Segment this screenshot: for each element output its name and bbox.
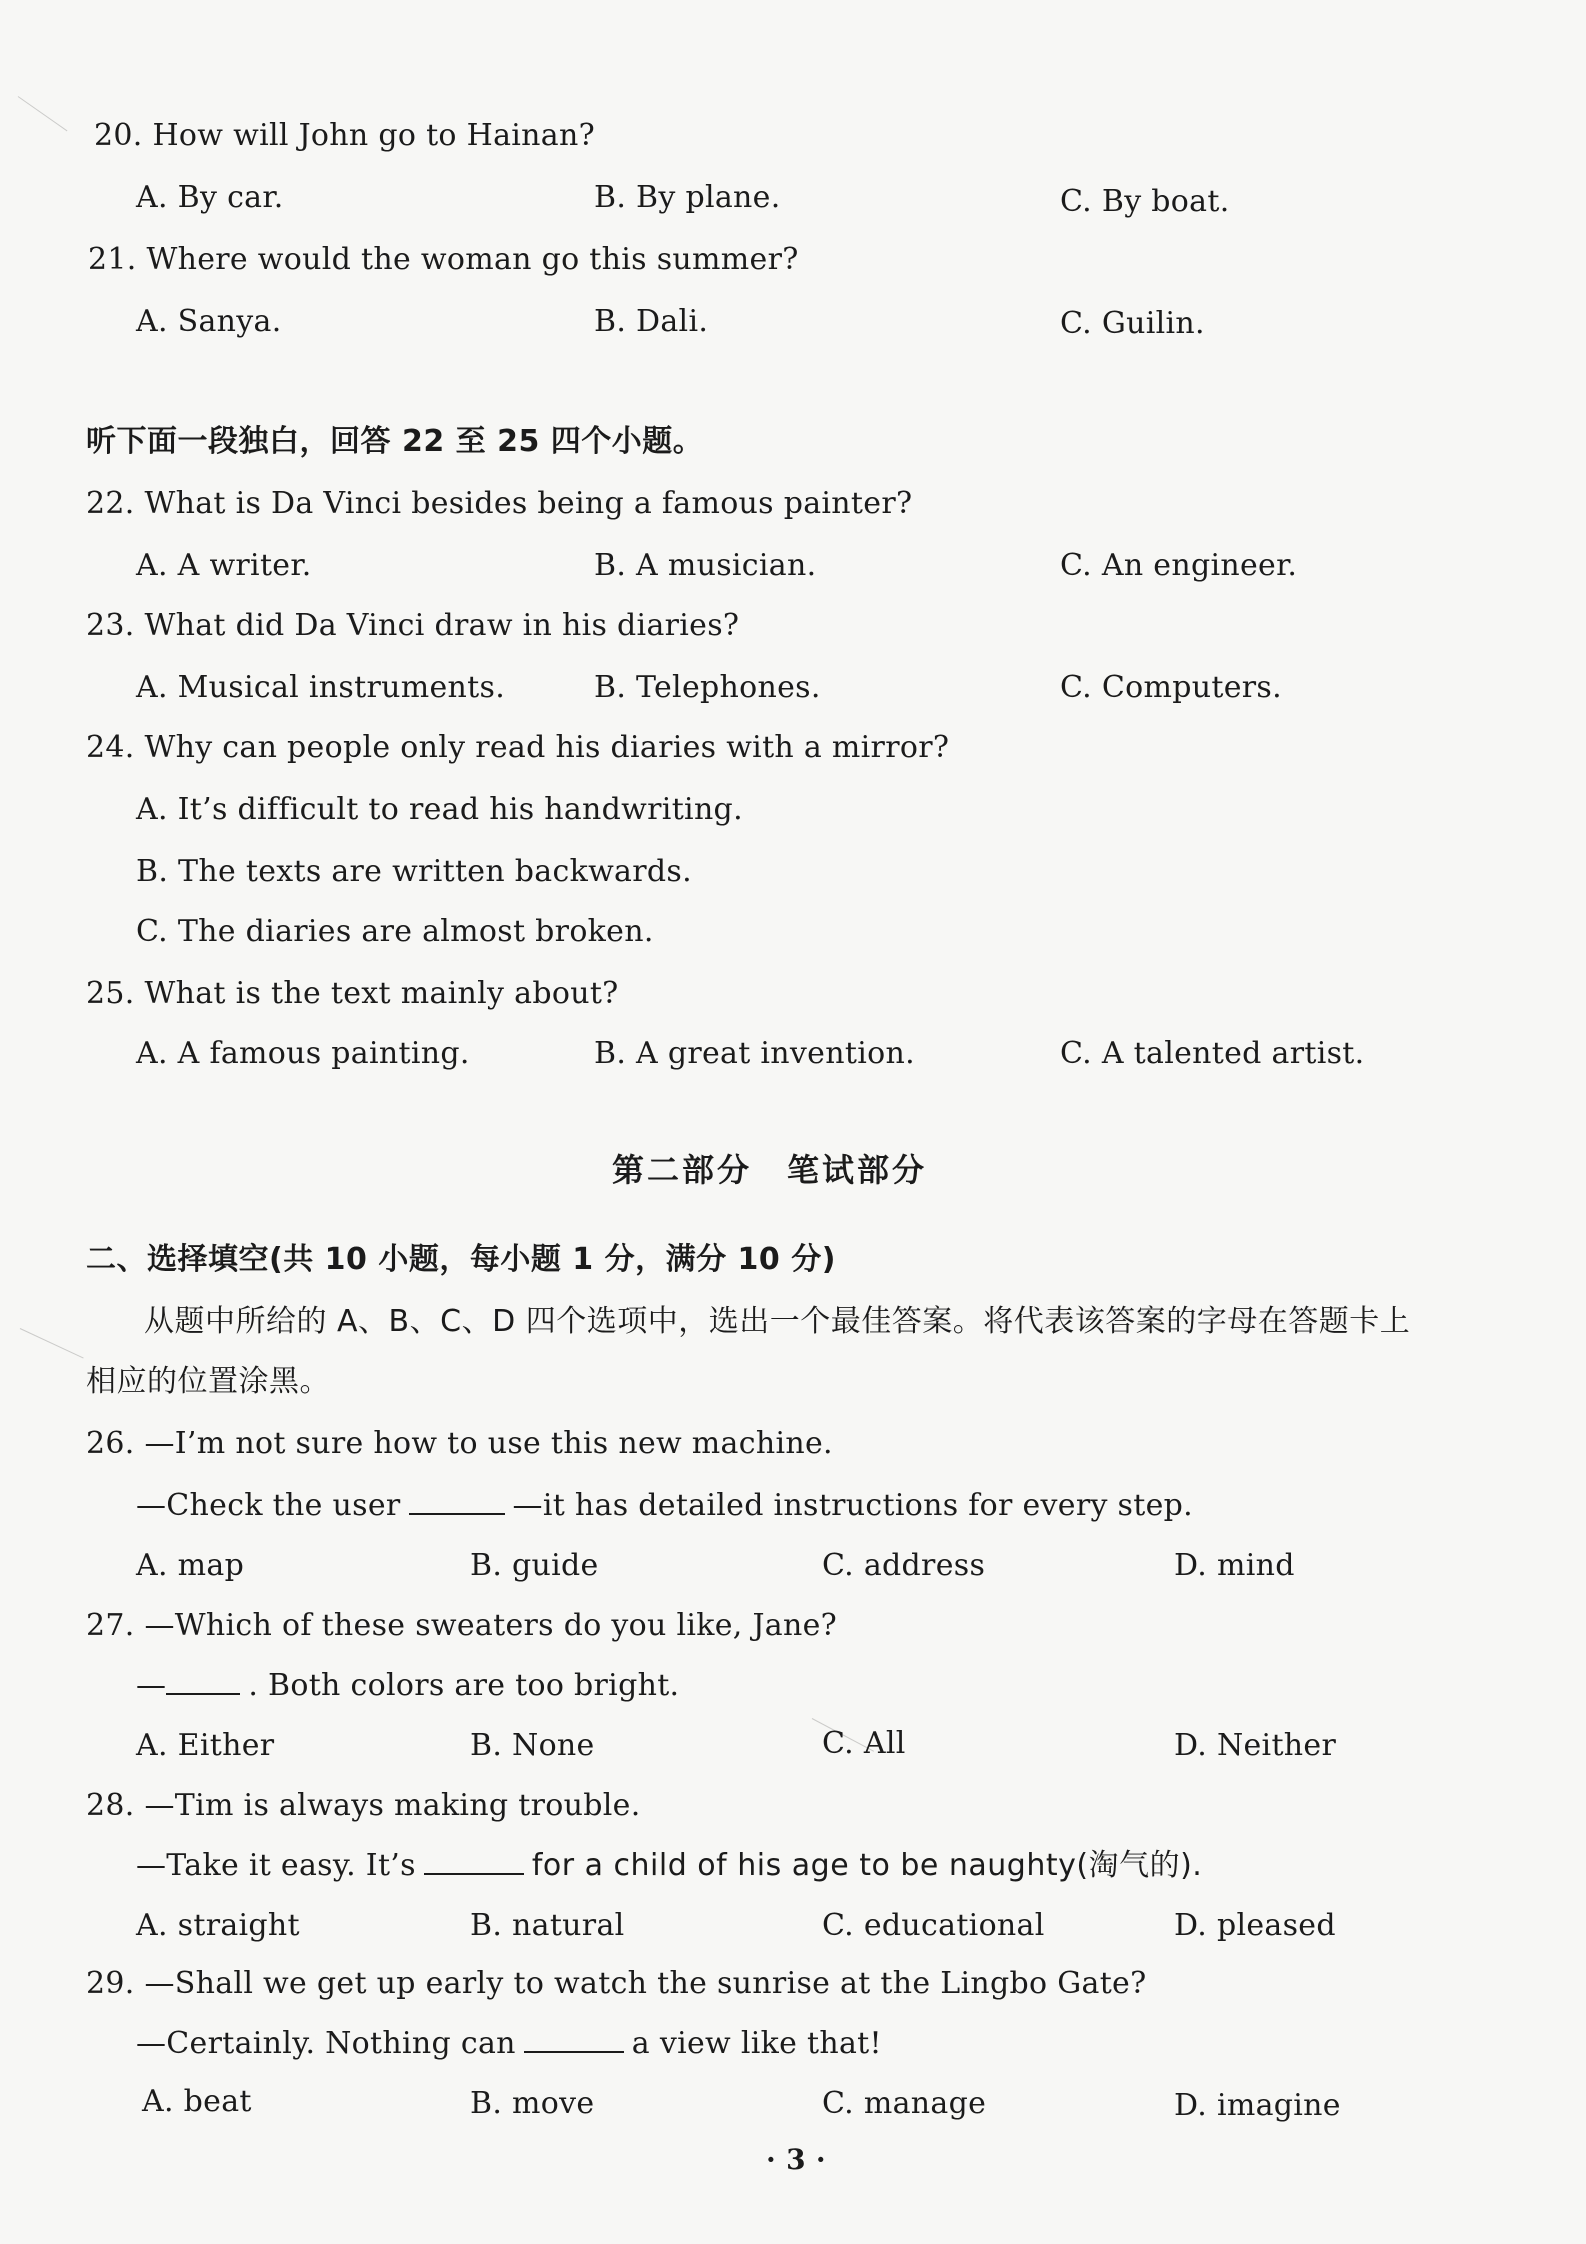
option-d: D. imagine <box>1174 2088 1341 2123</box>
response-text: —Certainly. Nothing can <box>136 2026 516 2061</box>
option-d: D. mind <box>1174 1548 1295 1583</box>
section-instruction-continued: 相应的位置涂黑。 <box>86 1364 330 1399</box>
option-a: A. Either <box>136 1728 275 1763</box>
question-20 <box>94 116 595 156</box>
question-text: —Which of these sweaters do you like, Jane? <box>144 1608 838 1643</box>
question-number: 22. <box>86 486 135 521</box>
answer-blank <box>424 1847 524 1875</box>
question-text: Where would the woman go this summer? <box>146 242 799 277</box>
option-c: C. educational <box>822 1908 1045 1943</box>
question-number: 26. <box>86 1426 135 1461</box>
response-text: a view like that! <box>631 2026 882 2061</box>
answer-blank <box>409 1487 505 1515</box>
part-two-title: 第二部分 笔试部分 <box>612 1151 928 1189</box>
question-23 <box>86 606 739 646</box>
question-number: 29. <box>86 1966 135 2001</box>
option-c: C. Computers. <box>1060 670 1282 705</box>
question-text: —Shall we get up early to watch the sunrise at the Lingbo Gate? <box>144 1966 1147 2001</box>
response-text: —it has detailed instructions for every step. <box>512 1488 1194 1523</box>
question-27-response <box>136 1666 679 1706</box>
option-c: C. Guilin. <box>1060 306 1205 341</box>
option-b: B. Telephones. <box>594 670 821 705</box>
question-number: 27. <box>86 1608 135 1643</box>
option-a: A. map <box>136 1548 245 1583</box>
option-a: A. A writer. <box>136 548 312 583</box>
response-text: —Take it easy. It’s <box>136 1848 416 1883</box>
question-21 <box>88 240 799 280</box>
response-text: . Both colors are too bright. <box>248 1668 680 1703</box>
page-number: · 3 · <box>766 2143 826 2176</box>
option-d: D. pleased <box>1174 1908 1336 1943</box>
option-a: A. straight <box>136 1908 300 1943</box>
question-text: What did Da Vinci draw in his diaries? <box>144 608 740 643</box>
option-b: B. natural <box>470 1908 625 1943</box>
response-text: —Check the user <box>136 1488 401 1523</box>
question-number: 21. <box>88 242 137 277</box>
option-c: C. A talented artist. <box>1060 1036 1365 1071</box>
option-c: C. All <box>822 1726 906 1761</box>
question-25 <box>86 974 619 1014</box>
question-28 <box>86 1786 641 1826</box>
option-b: B. By plane. <box>594 180 781 215</box>
question-27 <box>86 1606 837 1646</box>
monologue-instruction: 听下面一段独白，回答 22 至 25 四个小题。 <box>86 424 704 459</box>
response-text: — <box>136 1668 167 1703</box>
question-29 <box>86 1964 1146 2004</box>
answer-blank <box>166 1667 240 1695</box>
option-c: C. manage <box>822 2086 987 2121</box>
question-number: 28. <box>86 1788 135 1823</box>
option-a: A. Sanya. <box>136 304 282 339</box>
question-24 <box>86 728 949 768</box>
option-a: A. Musical instruments. <box>136 670 506 705</box>
question-number: 25. <box>86 976 135 1011</box>
answer-blank <box>524 2025 624 2053</box>
option-b: B. guide <box>470 1548 599 1583</box>
question-text: Why can people only read his diaries with a mirror? <box>144 730 950 765</box>
option-a: A. It’s difficult to read his handwriting. <box>136 792 743 827</box>
question-text: How will John go to Hainan? <box>152 118 595 153</box>
option-a: A. beat <box>142 2084 252 2119</box>
question-number: 23. <box>86 608 135 643</box>
option-b: B. move <box>470 2086 595 2121</box>
option-b: B. None <box>470 1728 595 1763</box>
section-heading: 二、选择填空(共 10 小题，每小题 1 分，满分 10 分) <box>86 1242 836 1277</box>
question-28-response <box>136 1846 1202 1886</box>
option-c: C. address <box>822 1548 986 1583</box>
option-b: B. The texts are written backwards. <box>136 854 692 889</box>
question-26-response <box>136 1486 1193 1526</box>
scan-mark <box>18 96 68 131</box>
option-c: C. By boat. <box>1060 184 1230 219</box>
option-c: C. An engineer. <box>1060 548 1298 583</box>
question-text: —I’m not sure how to use this new machine. <box>144 1426 833 1461</box>
response-text: for a child of his age to be naughty(淘气的). <box>531 1848 1203 1883</box>
option-a: A. A famous painting. <box>136 1036 470 1071</box>
option-b: B. A musician. <box>594 548 817 583</box>
question-26 <box>86 1424 833 1464</box>
question-29-response <box>136 2024 882 2064</box>
option-b: B. A great invention. <box>594 1036 915 1071</box>
question-22 <box>86 484 912 524</box>
option-a: A. By car. <box>136 180 284 215</box>
question-text: What is the text mainly about? <box>144 976 619 1011</box>
option-c: C. The diaries are almost broken. <box>136 914 654 949</box>
question-text: —Tim is always making trouble. <box>144 1788 641 1823</box>
question-number: 24. <box>86 730 135 765</box>
question-number: 20. <box>94 118 143 153</box>
question-text: What is Da Vinci besides being a famous painter? <box>144 486 913 521</box>
scan-mark <box>20 1328 84 1358</box>
section-instruction: 从题中所给的 A、B、C、D 四个选项中，选出一个最佳答案。将代表该答案的字母在答题卡上 <box>144 1304 1411 1339</box>
option-b: B. Dali. <box>594 304 709 339</box>
option-d: D. Neither <box>1174 1728 1337 1763</box>
